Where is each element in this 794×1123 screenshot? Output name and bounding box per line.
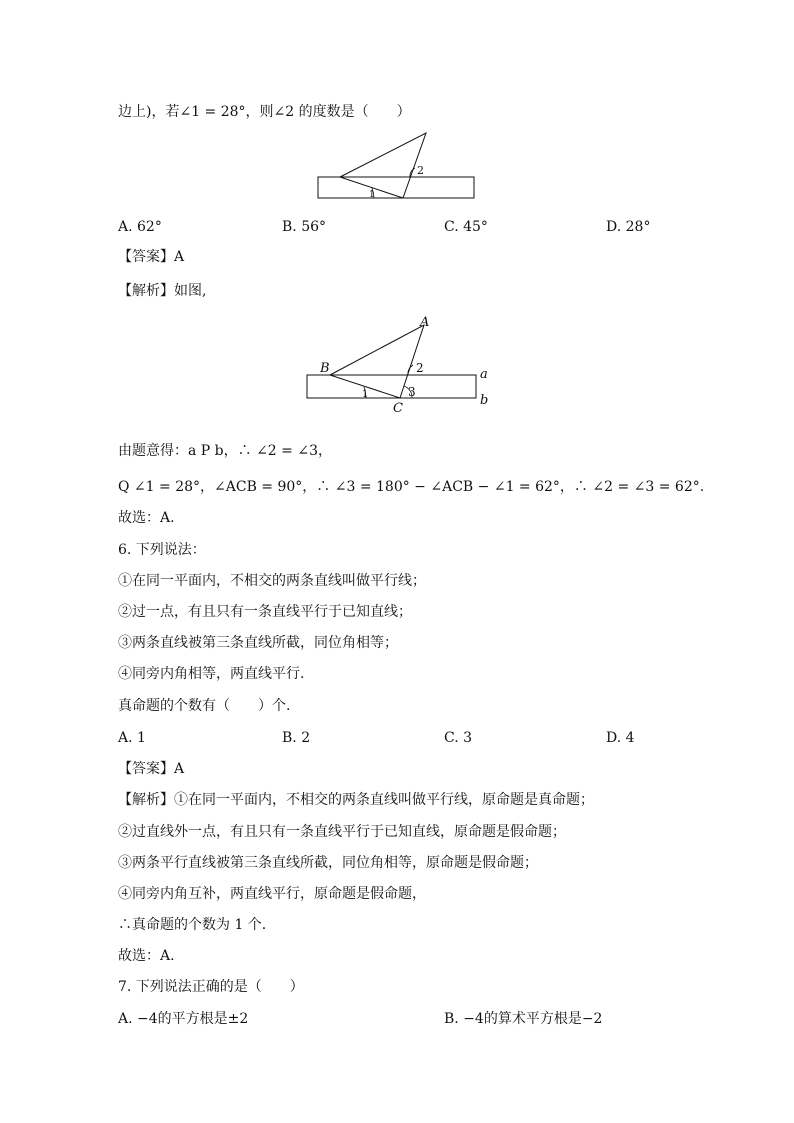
q7-option-a: A. −4的平方根是±2 bbox=[118, 1011, 249, 1027]
angle-label-1: 1 bbox=[362, 389, 369, 400]
q5-calc-line: Q ∠1 = 28°，∠ACB = 90°，∴ ∠3 = 180° − ∠ACB − ∠1 = 62°，∴ ∠2 = ∠3 = 62°. bbox=[118, 479, 705, 495]
q6-item-2: ②过一点，有且只有一条直线平行于已知直线； bbox=[118, 604, 412, 620]
figure-2 bbox=[300, 310, 500, 418]
q5-option-a: A. 62° bbox=[118, 219, 162, 235]
q6-conclusion: ∴真命题的个数为 1 个. bbox=[118, 917, 267, 933]
q6-item-1: ①在同一平面内，不相交的两条直线叫做平行线； bbox=[118, 573, 426, 589]
q5-analysis-head: 【解析】如图, bbox=[118, 283, 207, 299]
q6-item-4: ④同旁内角相等，两直线平行. bbox=[118, 666, 305, 682]
q6-analysis-1: 【解析】①在同一平面内，不相交的两条直线叫做平行线，原命题是真命题； bbox=[118, 792, 594, 808]
q5-option-c: C. 45° bbox=[444, 219, 488, 235]
q6-stem: 6. 下列说法： bbox=[118, 542, 206, 558]
q5-given-line: 由题意得：a P b，∴ ∠2 = ∠3， bbox=[118, 443, 332, 459]
triangle bbox=[340, 133, 426, 198]
angle-2-arc bbox=[408, 365, 413, 375]
angle-label-2: 2 bbox=[417, 164, 424, 177]
q6-item-3: ③两条直线被第三条直线所截，同位角相等； bbox=[118, 635, 398, 651]
line-label-a: a bbox=[480, 367, 488, 382]
angle-label-3: 3 bbox=[408, 385, 416, 399]
q6-analysis-2: ②过直线外一点，有且只有一条直线平行于已知直线，原命题是假命题； bbox=[118, 824, 566, 840]
q6-answer: 【答案】A bbox=[118, 761, 185, 777]
q6-option-c: C. 3 bbox=[444, 730, 473, 746]
q6-analysis-4: ④同旁内角互补，两直线平行，原命题是假命题， bbox=[118, 886, 426, 902]
q5-stem: 边上)，若∠1 = 28°，则∠2 的度数是（ ） bbox=[118, 104, 411, 120]
q7-option-b: B. −4的算术平方根是−2 bbox=[444, 1011, 603, 1027]
q5-choose: 故选：A. bbox=[118, 510, 175, 526]
point-label-b: B bbox=[320, 361, 330, 376]
q6-option-b: B. 2 bbox=[282, 730, 311, 746]
q5-option-d: D. 28° bbox=[606, 219, 651, 235]
point-label-a: A bbox=[420, 315, 430, 330]
line-label-b: b bbox=[480, 393, 489, 408]
q7-stem: 7. 下列说法正确的是（ ） bbox=[118, 979, 304, 995]
q6-choose: 故选：A. bbox=[118, 948, 175, 964]
angle-label-2: 2 bbox=[416, 361, 424, 375]
q6-option-d: D. 4 bbox=[606, 730, 635, 746]
ruler-strip bbox=[318, 177, 474, 198]
q5-option-b: B. 56° bbox=[282, 219, 327, 235]
q6-option-a: A. 1 bbox=[118, 730, 146, 746]
q6-analysis-3: ③两条平行直线被第三条直线所截，同位角相等，原命题是假命题； bbox=[118, 855, 538, 871]
point-label-c: C bbox=[393, 401, 403, 416]
q6-question: 真命题的个数有（ ）个. bbox=[118, 698, 291, 714]
ruler-strip bbox=[307, 375, 476, 398]
q5-answer: 【答案】A bbox=[118, 249, 185, 265]
figure-1 bbox=[316, 130, 478, 202]
angle-label-1: 1 bbox=[369, 190, 375, 200]
